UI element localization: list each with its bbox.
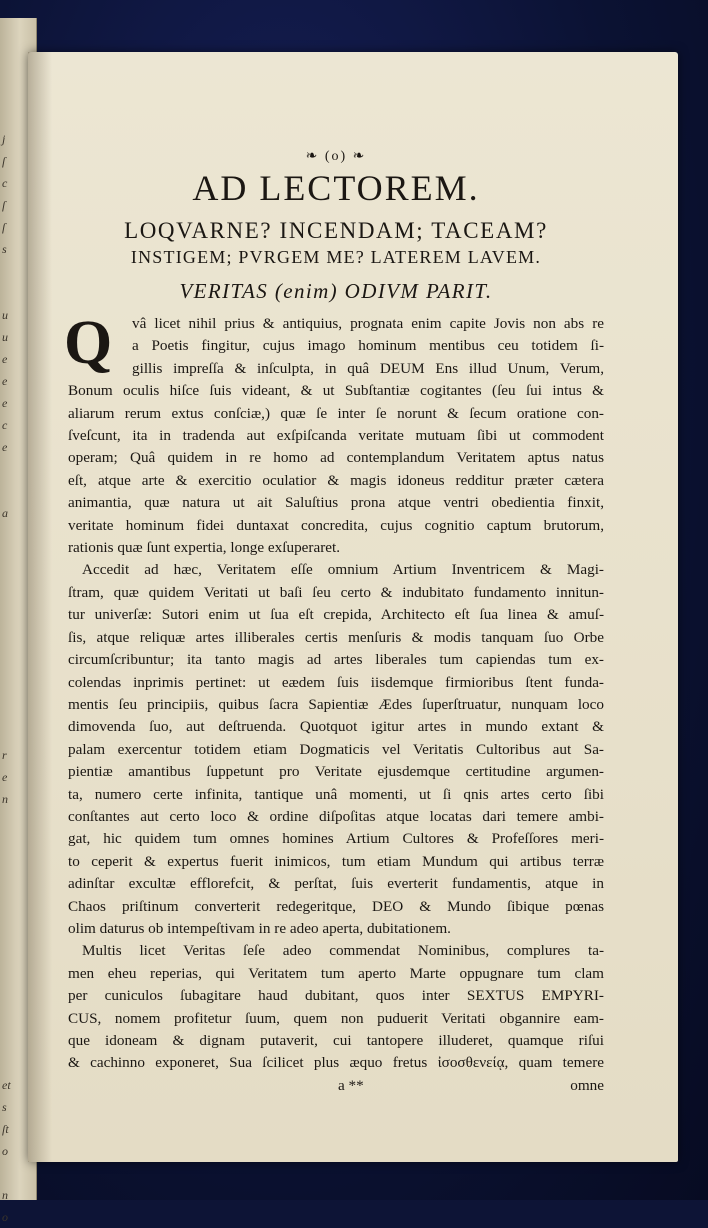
margin-glyph bbox=[2, 1008, 28, 1030]
margin-glyph bbox=[2, 1162, 28, 1184]
signature-mark: a ** bbox=[338, 1076, 364, 1094]
margin-glyph: e bbox=[2, 352, 8, 366]
text-line: Multis licet Veritas ſeſe adeo commendat Nominibus, complures ta- bbox=[82, 942, 604, 960]
text-line: gat, hic quidem tum omnes homines Artium Cultores & Profeſſores meri- bbox=[68, 830, 604, 848]
text-line: CUS, nomem profitetur ſuum, quem non puduerit Veritati obgannire eam- bbox=[68, 1009, 604, 1027]
margin-glyph: u bbox=[2, 308, 8, 322]
text-line: operam; Quâ quidem in re homo ad contemplandum Veritatem aptus natus bbox=[68, 449, 604, 467]
margin-glyph: et bbox=[2, 1078, 11, 1092]
text-line: ſtram, quæ quidem Veritati ut baſi ſeu certo & indubitato fundamento innitun- bbox=[68, 583, 604, 601]
margin-glyph bbox=[2, 722, 28, 744]
motto-line-2: INSTIGEM; PVRGEM ME? LATEREM LAVEM. bbox=[130, 247, 542, 267]
text-line: to ceperit & expertus fuerit inimicos, tum etiam Mundum qui artibus terræ bbox=[68, 852, 604, 870]
motto-line-1: LOQVARNE? INCENDAM; TACEAM? bbox=[124, 218, 548, 243]
text-line: vâ licet nihil prius & antiquius, prognata enim capite Jovis non abs re bbox=[132, 315, 604, 332]
margin-glyph: e bbox=[2, 770, 8, 784]
motto-line-3: VERITAS (enim) ODIVM PARIT. bbox=[179, 279, 493, 303]
paragraph-1-opening bbox=[64, 309, 604, 380]
margin-glyph: n bbox=[2, 1188, 8, 1202]
paragraph-1 bbox=[68, 380, 604, 559]
text-line: per cuniculos ſubagitare haud dubitant, quos inter SEXTUS EMPYRI- bbox=[68, 987, 604, 1005]
margin-glyph: u bbox=[2, 330, 8, 344]
margin-glyphs bbox=[2, 128, 28, 1228]
text-line: olim daturus ob intempeſtivam in re adeo aperta, dubitationem. bbox=[68, 919, 451, 937]
margin-glyph bbox=[2, 920, 28, 942]
margin-glyph bbox=[2, 678, 28, 700]
margin-glyph: s bbox=[2, 1100, 7, 1114]
margin-glyph: r bbox=[2, 748, 7, 762]
margin-glyph bbox=[2, 1030, 28, 1052]
text-line: palam exercentur totidem etiam Dogmaticis vel Veritatis Cultoribus aut Sa- bbox=[68, 740, 604, 758]
text-line: ta, numero certe infinita, tantique unâ momenti, ut ſi qnis artes certo ſibi bbox=[68, 785, 604, 803]
margin-glyph: e bbox=[2, 440, 8, 454]
text-line: veritate hominum fidei duntaxat concredita, cujus cognitio captum brutorum, bbox=[68, 516, 604, 534]
text-line: rationis quæ ſunt expertia, longe exſuperaret. bbox=[68, 539, 341, 557]
paragraph-2 bbox=[68, 559, 604, 940]
text-line: dimovenda ſuo, aut deſtruenda. Quotquot igitur artes in mundo extant & bbox=[68, 718, 604, 736]
margin-glyph: ſ bbox=[2, 198, 6, 212]
margin-glyph bbox=[2, 524, 28, 546]
margin-glyph bbox=[2, 480, 28, 502]
page-title: AD LECTOREM. bbox=[192, 168, 480, 208]
text-line: a Poetis fingitur, cujus imago hominum mentibus ceu totidem ſi- bbox=[132, 337, 604, 355]
text-line: que idoneam & dignam putaverit, cui tantopere illuderet, quamque riſui bbox=[68, 1032, 604, 1049]
margin-glyph: ſ bbox=[2, 220, 6, 234]
page-footer bbox=[68, 1075, 604, 1097]
margin-glyph bbox=[2, 832, 28, 854]
margin-glyph bbox=[2, 986, 28, 1008]
text-line: aliarum rerum extus conſciæ,) quæ ſe inter ſe norunt & ſecum oratione con- bbox=[68, 404, 604, 422]
margin-glyph bbox=[2, 260, 28, 282]
margin-glyph bbox=[2, 612, 28, 634]
drop-cap: Q bbox=[64, 309, 113, 377]
margin-glyph bbox=[2, 634, 28, 656]
margin-glyph bbox=[2, 590, 28, 612]
text-line: & cachinno exponeret, Sua ſcilicet plus æquo fretus ἰσοσθενείᾳ, quam temere bbox=[68, 1054, 604, 1072]
margin-glyph: a bbox=[2, 506, 8, 520]
margin-glyph: o bbox=[2, 1144, 8, 1158]
header-ornament bbox=[68, 148, 604, 165]
text-line: ſis, atque reliquæ artes illiberales certis menſuris & modis tanquam ſuo Orbe bbox=[68, 628, 604, 646]
text-line: animantia, quæ natura ut ait Saluſtius prona atque ventri obedientia finxit, bbox=[68, 494, 604, 512]
margin-glyph bbox=[2, 810, 28, 832]
margin-glyph bbox=[2, 700, 28, 722]
text-line: adinſtar excultæ efflorefcit, & perſtat, ſuis everterit fundamentis, atque in bbox=[68, 875, 604, 893]
text-line: circumſcribuntur; ita tanto magis ad artes liberales tum capiendas tum ex- bbox=[68, 651, 604, 669]
paragraph-3 bbox=[68, 940, 604, 1074]
text-line: Chaos priſtinum converterit redegeritque, DEO & Mundo ſibique pœnas bbox=[68, 897, 604, 915]
text-line: mentis ſeu principiis, quibus ſacra Sapientiæ Ædes ſuperſtruatur, nunquam loco bbox=[68, 695, 604, 713]
catchword: omne bbox=[570, 1076, 604, 1094]
text-line: tur univerſæ: Sutori enim ut ſua eſt crepida, Architecto eſt ſua linea & amuſ- bbox=[68, 606, 604, 624]
text-line: gillis impreſſa & inſculpta, in quâ DEUM Ens illud Unum, Verum, bbox=[132, 359, 604, 377]
margin-glyph bbox=[2, 546, 28, 568]
gutter-shadow bbox=[28, 52, 52, 1162]
ornament-text: ❧ (o) ❧ bbox=[305, 149, 367, 164]
margin-glyph: n bbox=[2, 792, 8, 806]
text-line: pientiæ amantibus ſuppetunt pro Veritate ejusdemque certitudine argumen- bbox=[68, 763, 604, 781]
margin-glyph: s bbox=[2, 242, 7, 256]
margin-glyph bbox=[2, 854, 28, 876]
drop-cap-lines bbox=[68, 313, 604, 380]
margin-glyph: c bbox=[2, 418, 8, 432]
margin-glyph bbox=[2, 964, 28, 986]
page-content bbox=[64, 148, 604, 1097]
margin-glyph: o bbox=[2, 1210, 8, 1224]
margin-glyph bbox=[2, 898, 28, 920]
margin-glyph: c bbox=[2, 176, 8, 190]
text-line: colendas inprimis pertinet: ut eædem ſuis iisdemque firmioribus ſtent funda- bbox=[68, 673, 604, 691]
margin-glyph: ſt bbox=[2, 1122, 9, 1136]
text-line: men eheu reperias, qui Veritatem tum aperto Marte oppugnare tum clam bbox=[68, 964, 604, 982]
margin-glyph bbox=[2, 458, 28, 480]
margin-glyph: j bbox=[2, 132, 6, 146]
margin-glyph bbox=[2, 1052, 28, 1074]
text-line: Bonum oculis hiſce ſuis videant, & ut Subſtantiæ cogitantes (ſeu ſui intus & bbox=[68, 382, 604, 400]
margin-glyph: ſ bbox=[2, 154, 6, 168]
margin-glyph bbox=[2, 282, 28, 304]
margin-glyph bbox=[2, 568, 28, 590]
text-line: ſveſcunt, ita in tradenda aut exſpiſcanda veritate mutuam ſibi ut commodent bbox=[68, 427, 604, 445]
body-text bbox=[64, 309, 604, 1097]
margin-glyph bbox=[2, 656, 28, 678]
text-line: conſtantes aut certo loco & ordine diſpoſitas atque locatas dari temere ambi- bbox=[68, 807, 604, 825]
margin-glyph: e bbox=[2, 374, 8, 388]
text-line: eſt, atque arte & exercitio oculatior & magis idoneus redditur præter cætera bbox=[68, 471, 604, 489]
margin-glyph bbox=[2, 942, 28, 964]
margin-glyph: e bbox=[2, 396, 8, 410]
margin-glyph bbox=[2, 876, 28, 898]
text-line: Accedit ad hæc, Veritatem eſſe omnium Artium Inventricem & Magi- bbox=[82, 561, 604, 579]
